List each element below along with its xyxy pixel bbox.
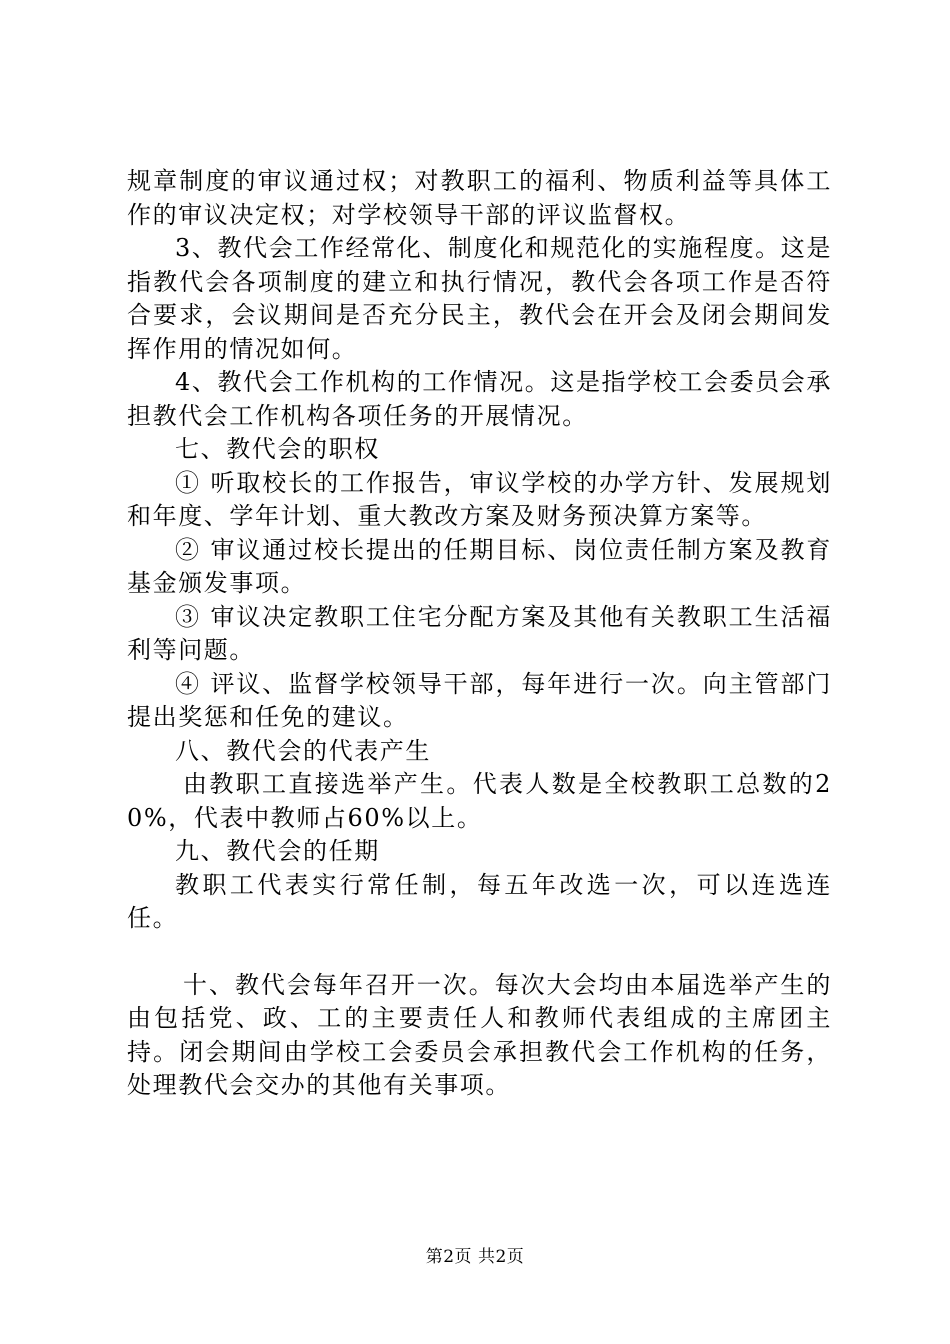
paragraph-power-1: ① 听取校长的工作报告，审议学校的办学方针、发展规划和年度、学年计划、重大教改方案及财务预决算方案等。 bbox=[127, 468, 832, 530]
section-heading-9: 九、教代会的任期 bbox=[175, 837, 380, 865]
paragraph-rights-continued: 规章制度的审议通过权；对教职工的福利、物质利益等具体工作的审议决定权；对学校领导干部的评议监督权。 bbox=[127, 167, 832, 229]
paragraph-power-2: ② 审议通过校长提出的任期目标、岗位责任制方案及教育基金颁发事项。 bbox=[127, 535, 832, 597]
paragraph-term: 教职工代表实行常任制，每五年改选一次，可以连选连任。 bbox=[127, 870, 832, 932]
page-number-footer: 第2页 共2页 bbox=[425, 1247, 525, 1267]
section-heading-8: 八、教代会的代表产生 bbox=[175, 736, 431, 765]
paragraph-representatives: 由教职工直接选举产生。代表人数是全校教职工总数的20%，代表中教师占60%以上。 bbox=[127, 770, 832, 832]
paragraph-gap bbox=[127, 936, 832, 969]
paragraph-item-3: 3、教代会工作经常化、制度化和规范化的实施程度。这是指教代会各项制度的建立和执行情况，教代会各项工作是否符合要求，会议期间是否充分民主，教代会在开会及闭会期间发挥作用的情况如何。 bbox=[127, 234, 832, 363]
paragraph-power-3: ③ 审议决定教职工住宅分配方案及其他有关教职工生活福利等问题。 bbox=[127, 602, 832, 664]
paragraph-item-10: 十、教代会每年召开一次。每次大会均由本届选举产生的由包括党、政、工的主要责任人和教师代表组成的主席团主持。闭会期间由学校工会委员会承担教代会工作机构的任务，处理教代会交办的其他有关事项。 bbox=[127, 970, 832, 1099]
document-body bbox=[127, 165, 832, 1103]
section-heading-7: 七、教代会的职权 bbox=[175, 435, 380, 463]
paragraph-power-4: ④ 评议、监督学校领导干部，每年进行一次。向主管部门提出奖惩和任免的建议。 bbox=[127, 669, 832, 731]
paragraph-item-4: 4、教代会工作机构的工作情况。这是指学校工会委员会承担教代会工作机构各项任务的开展情况。 bbox=[127, 368, 832, 430]
